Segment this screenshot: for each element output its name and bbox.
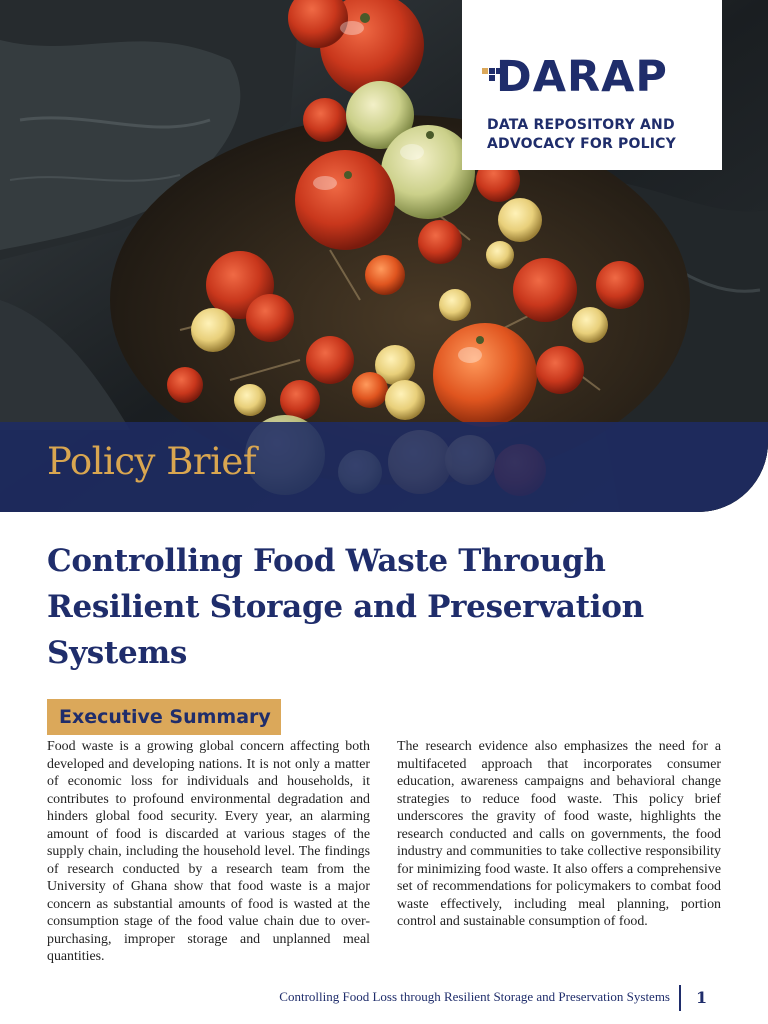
page-number: 1 — [696, 988, 708, 1007]
policy-brief-label: Policy Brief — [47, 440, 257, 483]
summary-right-column: The research evidence also emphasizes the need for a multifaceted approach that incorporates consumer education, awareness campaigns and behavioral change strategies to reduce food waste. This policy brief underscores the gravity of food waste, highlights the research conducted and calls on governments, the food industry and communities to take collective responsibility for minimizing food waste. It also offers a comprehensive set of recommendations for policymakers to combat food waste effectively, including meal planning, portion control and sustainable consumption of food. — [397, 739, 721, 929]
footer-running-title: Controlling Food Loss through Resilient Storage and Preservation Systems — [279, 989, 670, 1004]
executive-summary-heading: Executive Summary — [47, 699, 281, 735]
document-title: Controlling Food Waste Through Resilient Storage and Preservation Systems — [47, 543, 644, 671]
logo-tagline: DATA REPOSITORY AND ADVOCACY FOR POLICY — [487, 117, 676, 152]
footer-divider — [679, 985, 681, 1011]
darap-logo — [462, 0, 722, 170]
logo-wordmark: DARAP — [496, 52, 668, 102]
summary-left-column: Food waste is a growing global concern affecting both developed and developing nations. It is not only a matter of economic loss for individuals and households, it contributes to profound environmental degradation and hinders global food security. Every year, an alarming amount of food is discarded at various stages of the supply chain, including the household level. The findings of research conducted by a research team from the University of Ghana show that food waste is a major concern as substantial amounts of food is wasted at the consumption stage of the food value chain due to over-purchasing, improper storage and unplanned meal quantities. — [47, 739, 370, 964]
